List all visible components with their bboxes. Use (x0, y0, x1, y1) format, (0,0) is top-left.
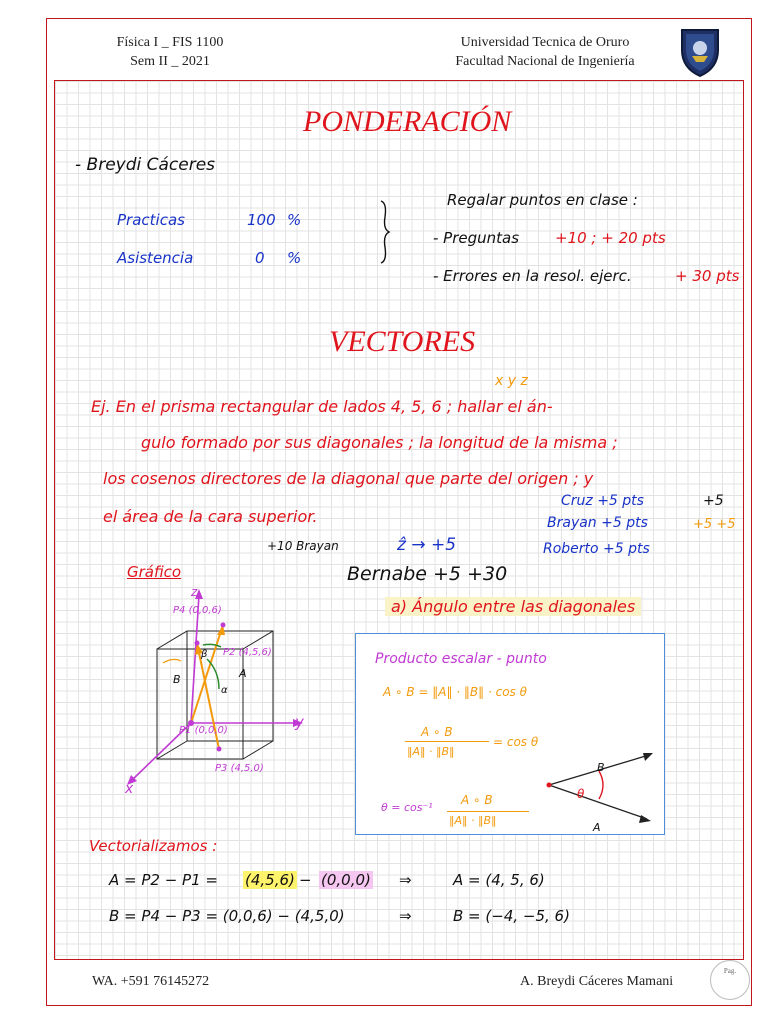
asistencia-value: 0 (255, 249, 265, 267)
box-title: Producto escalar - punto (375, 651, 547, 667)
footer-author: A. Breydi Cáceres Mamani (520, 974, 674, 989)
vector-a-label: A (239, 667, 247, 680)
box-eq3-num: A ∘ B (461, 793, 493, 807)
row2-lhs: B = P4 − P3 = (0,0,6) − (4,5,0) (109, 907, 345, 925)
problem-line-2: gulo formado por sus diagonales ; la longitud de la misma ; (141, 433, 618, 452)
row2-result: B = (−4, −5, 6) (453, 907, 570, 925)
asistencia-unit: % (287, 249, 302, 267)
bernabe-note: Bernabe +5 +30 (347, 563, 508, 585)
practicas-value: 100 (247, 211, 276, 229)
prism-figure (115, 585, 315, 815)
box-eq3-den: ‖A‖ · ‖B‖ (449, 814, 497, 827)
box-eq3-fraction-line (447, 811, 529, 812)
vectores-title: VECTORES (329, 325, 476, 358)
practicas-label: Practicas (117, 211, 185, 229)
row2-implies: ⇒ (399, 907, 412, 925)
row1-result: A = (4, 5, 6) (453, 871, 545, 889)
point-p3-label: P3 (4,5,0) (215, 763, 264, 774)
vectorializamos-title: Vectorializamos : (89, 837, 218, 855)
semester: Sem II _ 2021 (130, 54, 210, 69)
box-eq2-den: ‖A‖ · ‖B‖ (407, 745, 455, 758)
beta-label: β (201, 649, 208, 660)
grafico-label: Gráfico (127, 563, 182, 581)
angle-diagram-b: B (597, 761, 605, 774)
bonus-roberto: Roberto +5 pts (543, 541, 650, 557)
row1-minus: − (299, 871, 312, 889)
page-number-badge: Pag. (710, 960, 750, 1000)
row1-lhs: A = P2 − P1 = (109, 871, 218, 889)
angle-diagram-a: A (593, 821, 601, 834)
z-axis-label: z (191, 585, 198, 599)
course-name: Física I _ FIS 1100 (116, 35, 224, 50)
university-shield-logo (676, 26, 724, 78)
angle-diagram (541, 743, 661, 827)
axis-letters: x y z (495, 373, 528, 389)
problem-line-4: el área de la cara superior. (103, 507, 318, 526)
box-eq3-lhs: θ = cos⁻¹ (381, 801, 433, 814)
footer-contact: WA. +591 76145272 (92, 974, 210, 989)
problem-line-1: Ej. En el prisma rectangular de lados 4, 5, 6 ; hallar el án- (91, 397, 553, 416)
alpha-label: α (221, 685, 228, 696)
regalar-title: Regalar puntos en clase : (447, 191, 638, 209)
ponderacion-title: PONDERACIÓN (303, 105, 512, 138)
preguntas-label: - Preguntas (433, 229, 520, 247)
angle-diagram-theta: θ (577, 787, 585, 801)
row1-implies: ⇒ (399, 871, 412, 889)
point-p1-label: P1 (0,0,0) (179, 725, 228, 736)
box-eq2-fraction-line (405, 741, 489, 742)
student-name: - Breydi Cáceres (75, 155, 216, 175)
asistencia-label: Asistencia (117, 249, 194, 267)
point-p4-label: P4 (0,0,6) (173, 605, 222, 616)
angulo-title: a) Ángulo entre las diagonales (385, 597, 641, 616)
bonus-cruz: Cruz +5 pts (561, 493, 644, 509)
curly-brace (377, 199, 393, 265)
bonus-brayan-extra: +5 +5 (693, 517, 736, 532)
notebook-content (54, 80, 744, 960)
brayan-note: +10 Brayan (267, 539, 339, 553)
bonus-cruz-extra: +5 (703, 493, 724, 509)
university-name: Universidad Tecnica de Oruro (460, 35, 630, 50)
faculty-name: Facultad Nacional de Ingeniería (455, 54, 635, 69)
problem-line-3: los cosenos directores de la diagonal que parte del origen ; y (103, 469, 594, 488)
point-p2-label: P2 (4,5,6) (223, 647, 272, 658)
y-axis-label: y (295, 713, 304, 731)
box-eq1: A ∘ B = ‖A‖ · ‖B‖ · cos θ (383, 685, 527, 699)
z-hat-note: ẑ → +5 (397, 535, 457, 555)
preguntas-points: +10 ; + 20 pts (555, 229, 666, 247)
practicas-unit: % (287, 211, 302, 229)
course-header (100, 33, 240, 71)
errores-label: - Errores en la resol. ejerc. (433, 267, 632, 285)
university-header (430, 33, 660, 71)
box-eq2-num: A ∘ B (421, 725, 453, 739)
row1-p1: (0,0,0) (321, 871, 371, 889)
vector-b-label: B (173, 673, 181, 686)
box-eq2-rhs: = cos θ (493, 735, 539, 749)
row1-p2: (4,5,6) (245, 871, 295, 889)
errores-points: + 30 pts (675, 267, 740, 285)
x-axis-label: x (125, 781, 134, 797)
bonus-brayan: Brayan +5 pts (547, 515, 648, 531)
